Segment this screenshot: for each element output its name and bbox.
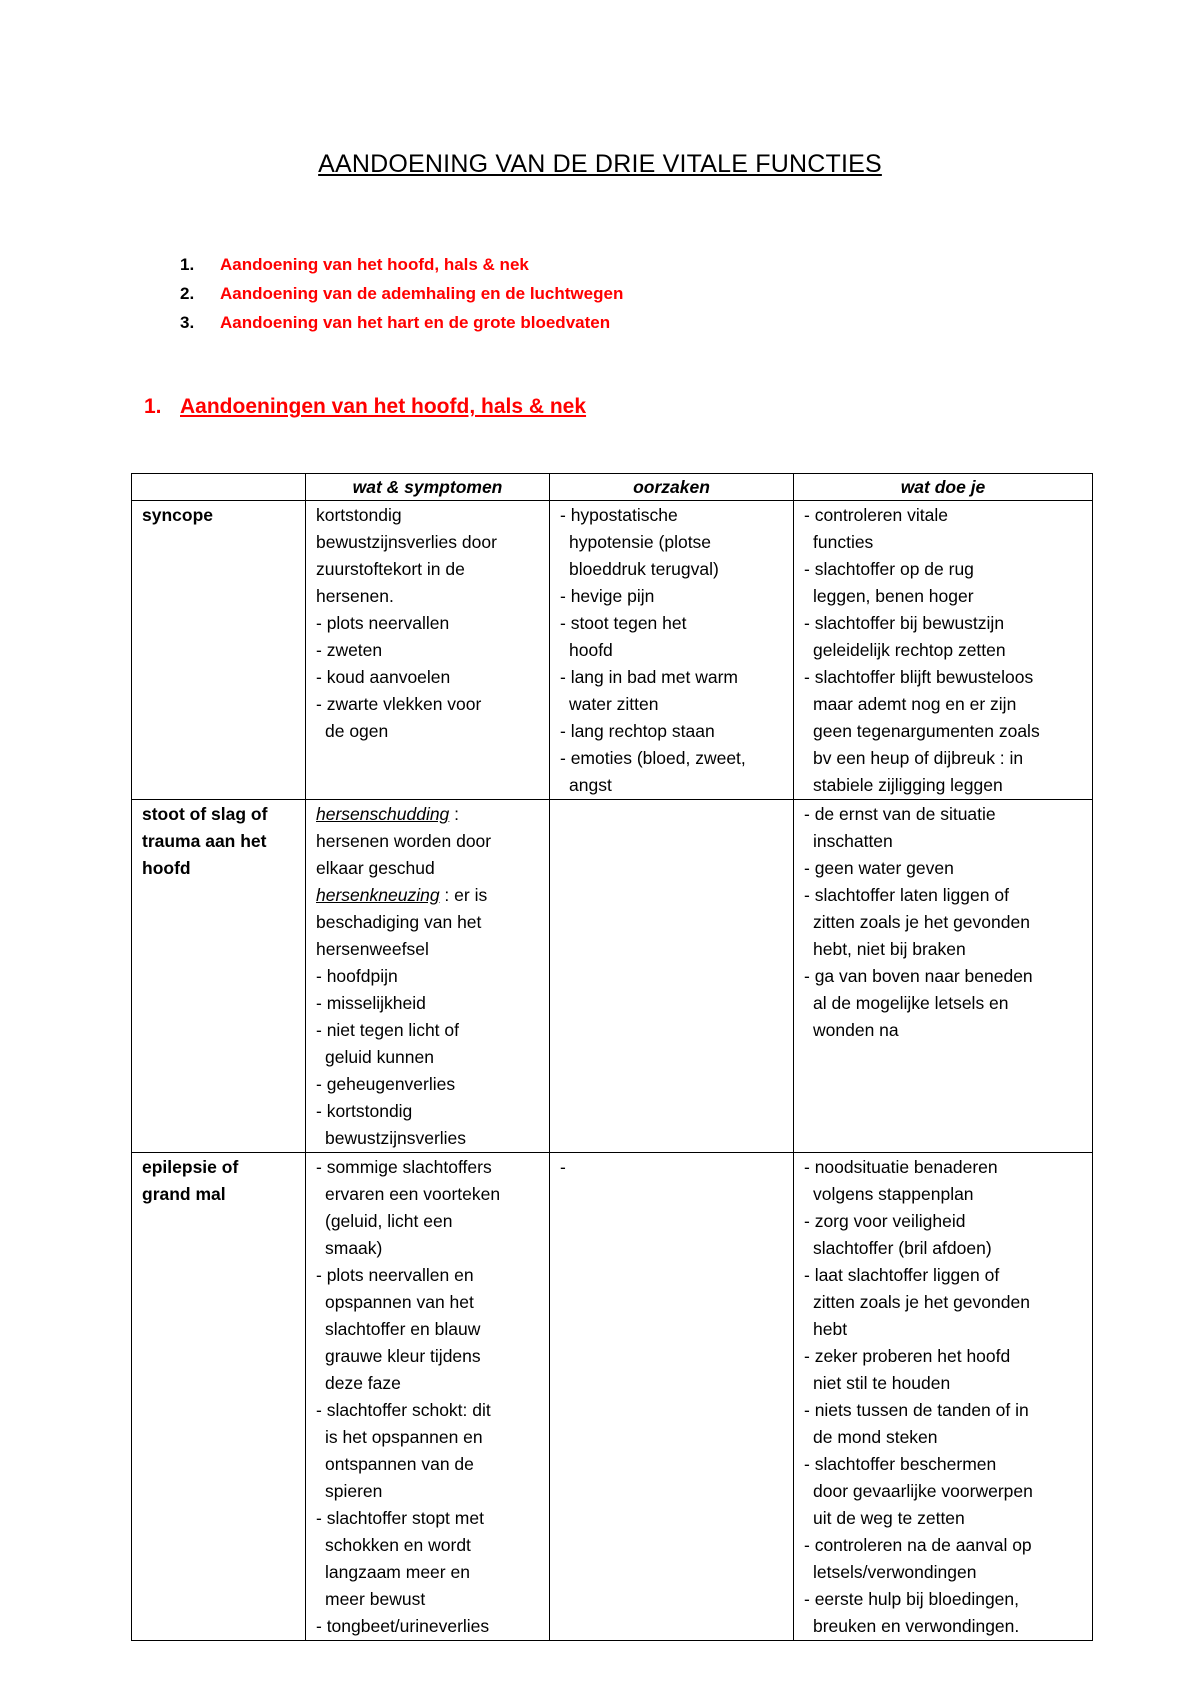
list-item-line: meer bewust	[325, 1589, 426, 1609]
list-item-line: - misselijkheid	[316, 993, 426, 1013]
toc-item	[180, 308, 623, 337]
actions-cell	[794, 501, 1093, 800]
list-item-line: stabiele zijligging leggen	[813, 775, 1003, 795]
list-item-line: - niets tussen de tanden of in	[804, 1400, 1029, 1420]
list-item-line: - kortstondig	[316, 1101, 413, 1121]
list-item-line: - slachtoffer schokt: dit	[316, 1400, 491, 1420]
list-item-line: leggen, benen hoger	[813, 586, 974, 606]
list-item	[804, 502, 1082, 556]
list-item-line: - hypostatische	[560, 505, 678, 525]
list-item-line: bv een heup of dijbreuk : in	[813, 748, 1024, 768]
list-item-line: -	[560, 1157, 566, 1177]
list-item-line: - geheugenverlies	[316, 1074, 456, 1094]
list-item	[804, 801, 1082, 855]
list-item-line: - sommige slachtoffers	[316, 1157, 492, 1177]
list-item-line: - emoties (bloed, zweet,	[560, 748, 746, 768]
list-item	[804, 1451, 1082, 1532]
condition-name-line: trauma aan het	[142, 831, 267, 851]
list-item-line: - de ernst van de situatie	[804, 804, 996, 824]
list-item-line: water zitten	[569, 694, 659, 714]
list-item-line: bloeddruk terugval)	[569, 559, 719, 579]
list-item-line: al de mogelijke letsels en	[813, 993, 1009, 1013]
toc-item-number: 3.	[180, 313, 195, 332]
list-item-line: geen tegenargumenten zoals	[813, 721, 1040, 741]
list-item-line: hebt, niet bij braken	[813, 939, 966, 959]
list-item-line: grauwe kleur tijdens	[325, 1346, 481, 1366]
list-item-line: - hoofdpijn	[316, 966, 398, 986]
definition-text: :	[449, 804, 460, 824]
list-item	[804, 1343, 1082, 1397]
table-body	[132, 501, 1093, 1641]
condition-cell	[132, 501, 306, 800]
table-row	[132, 1153, 1093, 1641]
actions-cell	[794, 1153, 1093, 1641]
header-causes: oorzaken	[550, 474, 794, 501]
list-item	[804, 1397, 1082, 1451]
list-item	[560, 610, 783, 664]
condition-cell	[132, 1153, 306, 1641]
list-item-line: maar ademt nog en er zijn	[813, 694, 1017, 714]
list-item-line: - slachtoffer blijft bewusteloos	[804, 667, 1034, 687]
list-item-line: - eerste hulp bij bloedingen,	[804, 1589, 1020, 1609]
table-of-contents	[180, 250, 623, 337]
list-item	[560, 583, 783, 610]
section-number: 1.	[144, 395, 162, 418]
toc-item-number: 1.	[180, 255, 195, 274]
list-item-line: - zweten	[316, 640, 383, 660]
list-item-line: niet stil te houden	[813, 1373, 951, 1393]
table-row	[132, 501, 1093, 800]
list-item-line: uit de weg te zetten	[813, 1508, 965, 1528]
list-item-line: functies	[813, 532, 874, 552]
condition-cell	[132, 800, 306, 1153]
list-item	[316, 691, 539, 745]
list-item-line: - lang in bad met warm	[560, 667, 738, 687]
list-item-line: - geen water geven	[804, 858, 954, 878]
condition-name-line: hoofd	[142, 858, 191, 878]
toc-item-number: 2.	[180, 284, 195, 303]
list-item-line: bewustzijnsverlies	[325, 1128, 467, 1148]
list-item-line: - zwarte vlekken voor	[316, 694, 482, 714]
list-item	[316, 1017, 539, 1071]
causes-cell	[550, 1153, 794, 1641]
list-item-line: - tongbeet/urineverlies	[316, 1616, 490, 1636]
list-item	[560, 1154, 783, 1181]
condition-name-line: stoot of slag of	[142, 804, 268, 824]
condition-name-line: epilepsie of	[142, 1157, 239, 1177]
definition-line: elkaar geschud	[316, 858, 435, 878]
header-condition	[132, 474, 306, 501]
list-item	[804, 1208, 1082, 1262]
list-item-line: - slachtoffer laten liggen of	[804, 885, 1009, 905]
list-item-line: spieren	[325, 1481, 383, 1501]
list-item	[316, 610, 539, 637]
definition-line: hersenen worden door	[316, 831, 492, 851]
table-row	[132, 800, 1093, 1153]
list-item	[804, 1586, 1082, 1640]
list-item	[804, 882, 1082, 963]
list-item-line: zitten zoals je het gevonden	[813, 912, 1030, 932]
list-item	[804, 1532, 1082, 1586]
definition-line	[316, 801, 539, 828]
list-item-line: de mond steken	[813, 1427, 938, 1447]
list-item	[316, 1262, 539, 1397]
list-item-line: hypotensie (plotse	[569, 532, 712, 552]
list-item-line: schokken en wordt	[325, 1535, 471, 1555]
list-item-line: hebt	[813, 1319, 848, 1339]
list-item	[316, 1397, 539, 1505]
list-item	[316, 1098, 539, 1152]
list-item	[316, 664, 539, 691]
list-item-line: breuken en verwondingen.	[813, 1616, 1020, 1636]
list-item-line: - plots neervallen	[316, 613, 450, 633]
description-line: bewustzijnsverlies door	[316, 532, 497, 552]
symptoms-cell	[306, 800, 550, 1153]
list-item-line: ervaren een voorteken	[325, 1184, 501, 1204]
list-item-line: - slachtoffer op de rug	[804, 559, 974, 579]
definition-text: : er is	[439, 885, 488, 905]
list-item-line: - slachtoffer bij bewustzijn	[804, 613, 1005, 633]
toc-item	[180, 279, 623, 308]
list-item-line: geleidelijk rechtop zetten	[813, 640, 1006, 660]
list-item-line: - niet tegen licht of	[316, 1020, 459, 1040]
list-item-line: wonden na	[813, 1020, 899, 1040]
list-item-line: de ogen	[325, 721, 389, 741]
section-title: Aandoeningen van het hoofd, hals & nek	[180, 395, 587, 418]
list-item-line: zitten zoals je het gevonden	[813, 1292, 1030, 1312]
definition-line: beschadiging van het	[316, 912, 482, 932]
list-item	[316, 1613, 539, 1640]
list-item	[804, 855, 1082, 882]
list-item-line: - plots neervallen en	[316, 1265, 474, 1285]
list-item-line: door gevaarlijke voorwerpen	[813, 1481, 1033, 1501]
list-item	[804, 556, 1082, 610]
list-item-line: volgens stappenplan	[813, 1184, 974, 1204]
list-item-line: - laat slachtoffer liggen of	[804, 1265, 1000, 1285]
header-actions: wat doe je	[794, 474, 1093, 501]
list-item-line: inschatten	[813, 831, 893, 851]
symptoms-cell	[306, 501, 550, 800]
list-item	[316, 1154, 539, 1262]
list-item	[316, 1071, 539, 1098]
description-line: kortstondig	[316, 505, 402, 525]
section-heading	[144, 395, 586, 419]
toc-item-text: Aandoening van het hart en de grote bloedvaten	[220, 313, 611, 332]
list-item	[804, 963, 1082, 1044]
list-item	[560, 502, 783, 583]
list-item-line: - noodsituatie benaderen	[804, 1157, 998, 1177]
actions-cell	[794, 800, 1093, 1153]
list-item-line: - slachtoffer beschermen	[804, 1454, 997, 1474]
list-item	[804, 1262, 1082, 1343]
list-item-line: - ga van boven naar beneden	[804, 966, 1033, 986]
toc-item	[180, 250, 623, 279]
causes-cell	[550, 800, 794, 1153]
list-item-line: letsels/verwondingen	[813, 1562, 977, 1582]
list-item-line: ontspannen van de	[325, 1454, 474, 1474]
list-item-line: - slachtoffer stopt met	[316, 1508, 484, 1528]
description-line: hersenen.	[316, 586, 394, 606]
list-item-line: - hevige pijn	[560, 586, 655, 606]
list-item-line: is het opspannen en	[325, 1427, 483, 1447]
conditions-table	[131, 473, 1093, 1641]
header-symptoms: wat & symptomen	[306, 474, 550, 501]
definition-term: hersenkneuzing	[316, 885, 440, 905]
list-item	[560, 664, 783, 718]
toc-item-text: Aandoening van de ademhaling en de luchtwegen	[220, 284, 624, 303]
list-item-line: hoofd	[569, 640, 613, 660]
list-item-line: - controleren na de aanval op	[804, 1535, 1032, 1555]
list-item-line: langzaam meer en	[325, 1562, 470, 1582]
list-item	[560, 745, 783, 799]
list-item	[316, 990, 539, 1017]
list-item-line: - koud aanvoelen	[316, 667, 451, 687]
list-item-line: (geluid, licht een	[325, 1211, 453, 1231]
list-item-line: slachtoffer (bril afdoen)	[813, 1238, 992, 1258]
definition-line: hersenweefsel	[316, 939, 429, 959]
list-item-line: - zeker proberen het hoofd	[804, 1346, 1011, 1366]
definition-term: hersenschudding	[316, 804, 450, 824]
list-item	[316, 1505, 539, 1613]
description-line: zuurstoftekort in de	[316, 559, 465, 579]
list-item-line: geluid kunnen	[325, 1047, 434, 1067]
condition-name-line: syncope	[142, 505, 213, 525]
list-item-line: opspannen van het	[325, 1292, 474, 1312]
list-item-line: angst	[569, 775, 612, 795]
list-item-line: - stoot tegen het	[560, 613, 687, 633]
table-header-row	[132, 474, 1093, 501]
toc-item-text: Aandoening van het hoofd, hals & nek	[220, 255, 529, 274]
list-item	[804, 1154, 1082, 1208]
list-item	[316, 637, 539, 664]
condition-name-line: grand mal	[142, 1184, 226, 1204]
list-item-line: - zorg voor veiligheid	[804, 1211, 966, 1231]
list-item	[316, 963, 539, 990]
list-item-line: smaak)	[325, 1238, 383, 1258]
definition-line	[316, 882, 539, 909]
list-item	[560, 718, 783, 745]
symptoms-cell	[306, 1153, 550, 1641]
causes-cell	[550, 501, 794, 800]
list-item-line: slachtoffer en blauw	[325, 1319, 481, 1339]
list-item	[804, 664, 1082, 799]
list-item-line: - lang rechtop staan	[560, 721, 715, 741]
list-item	[804, 610, 1082, 664]
list-item-line: deze faze	[325, 1373, 401, 1393]
document-title: AANDOENING VAN DE DRIE VITALE FUNCTIES	[318, 150, 882, 178]
list-item-line: - controleren vitale	[804, 505, 948, 525]
